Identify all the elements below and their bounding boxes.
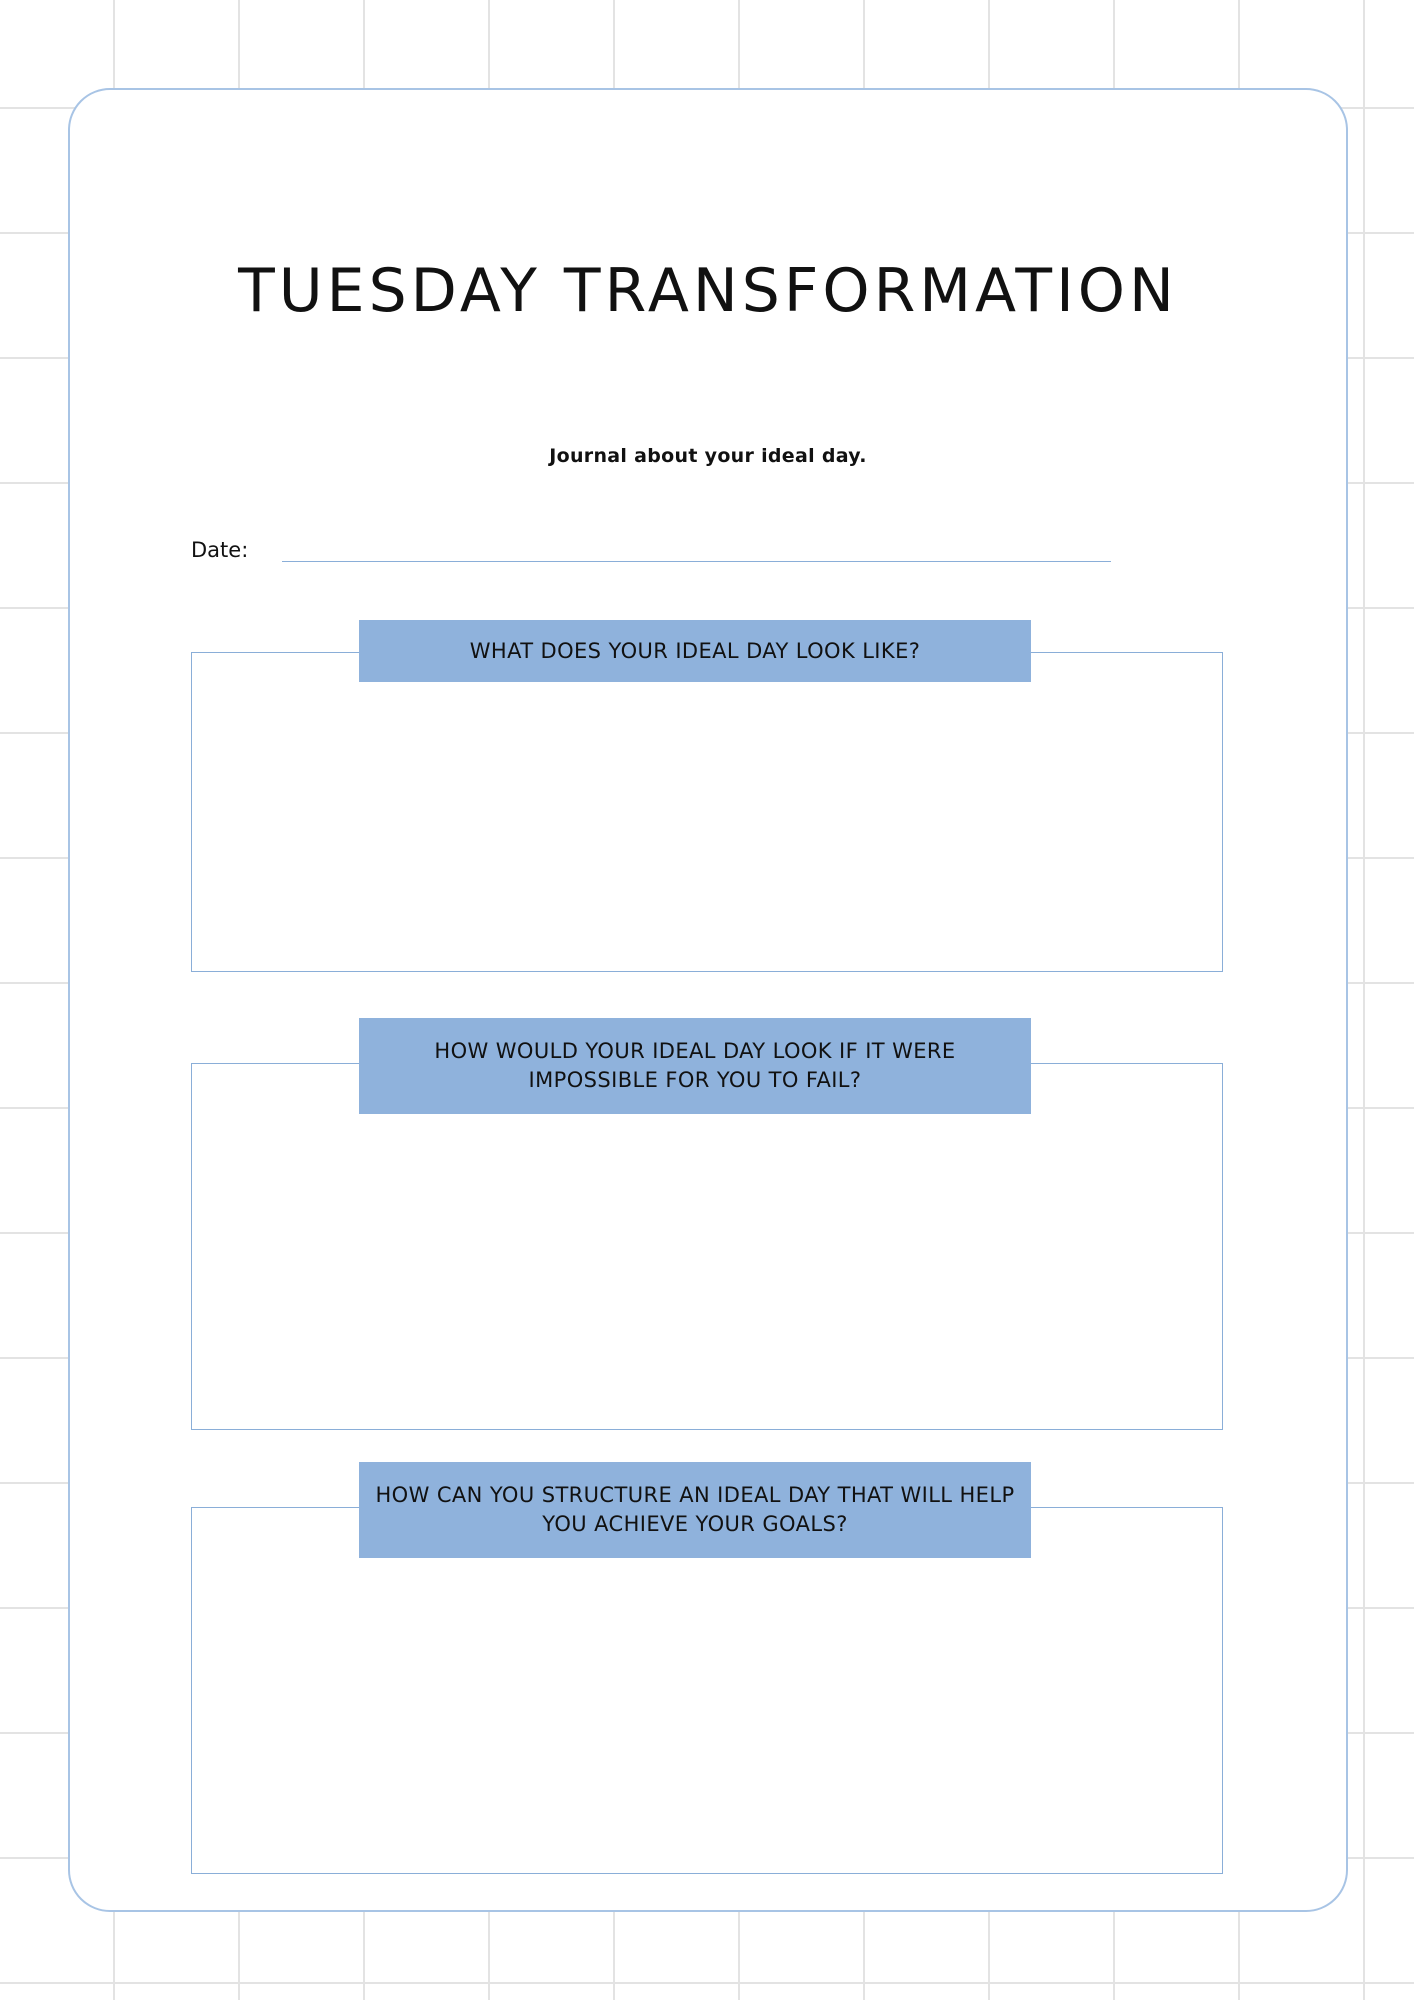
date-row bbox=[191, 534, 1111, 562]
page-title: TUESDAY TRANSFORMATION bbox=[238, 256, 1178, 327]
answer-input-3[interactable] bbox=[192, 1508, 1222, 1873]
page-subtitle: Journal about your ideal day. bbox=[549, 445, 867, 467]
answer-box-3[interactable] bbox=[191, 1507, 1223, 1874]
answer-input-2[interactable] bbox=[192, 1064, 1222, 1429]
question-banner-3: HOW CAN YOU STRUCTURE AN IDEAL DAY THAT WILL HELP YOU ACHIEVE YOUR GOALS? bbox=[359, 1462, 1031, 1558]
question-block-2 bbox=[191, 1018, 1223, 1430]
question-block-3 bbox=[191, 1462, 1223, 1874]
date-input[interactable] bbox=[282, 534, 1111, 562]
answer-input-1[interactable] bbox=[192, 653, 1222, 971]
worksheet-sheet bbox=[68, 88, 1348, 1912]
date-label: Date: bbox=[191, 538, 249, 562]
question-block-1 bbox=[191, 620, 1223, 972]
question-banner-2: HOW WOULD YOUR IDEAL DAY LOOK IF IT WERE IMPOSSIBLE FOR YOU TO FAIL? bbox=[359, 1018, 1031, 1114]
answer-box-1[interactable] bbox=[191, 652, 1223, 972]
question-banner-1: WHAT DOES YOUR IDEAL DAY LOOK LIKE? bbox=[359, 620, 1031, 682]
answer-box-2[interactable] bbox=[191, 1063, 1223, 1430]
